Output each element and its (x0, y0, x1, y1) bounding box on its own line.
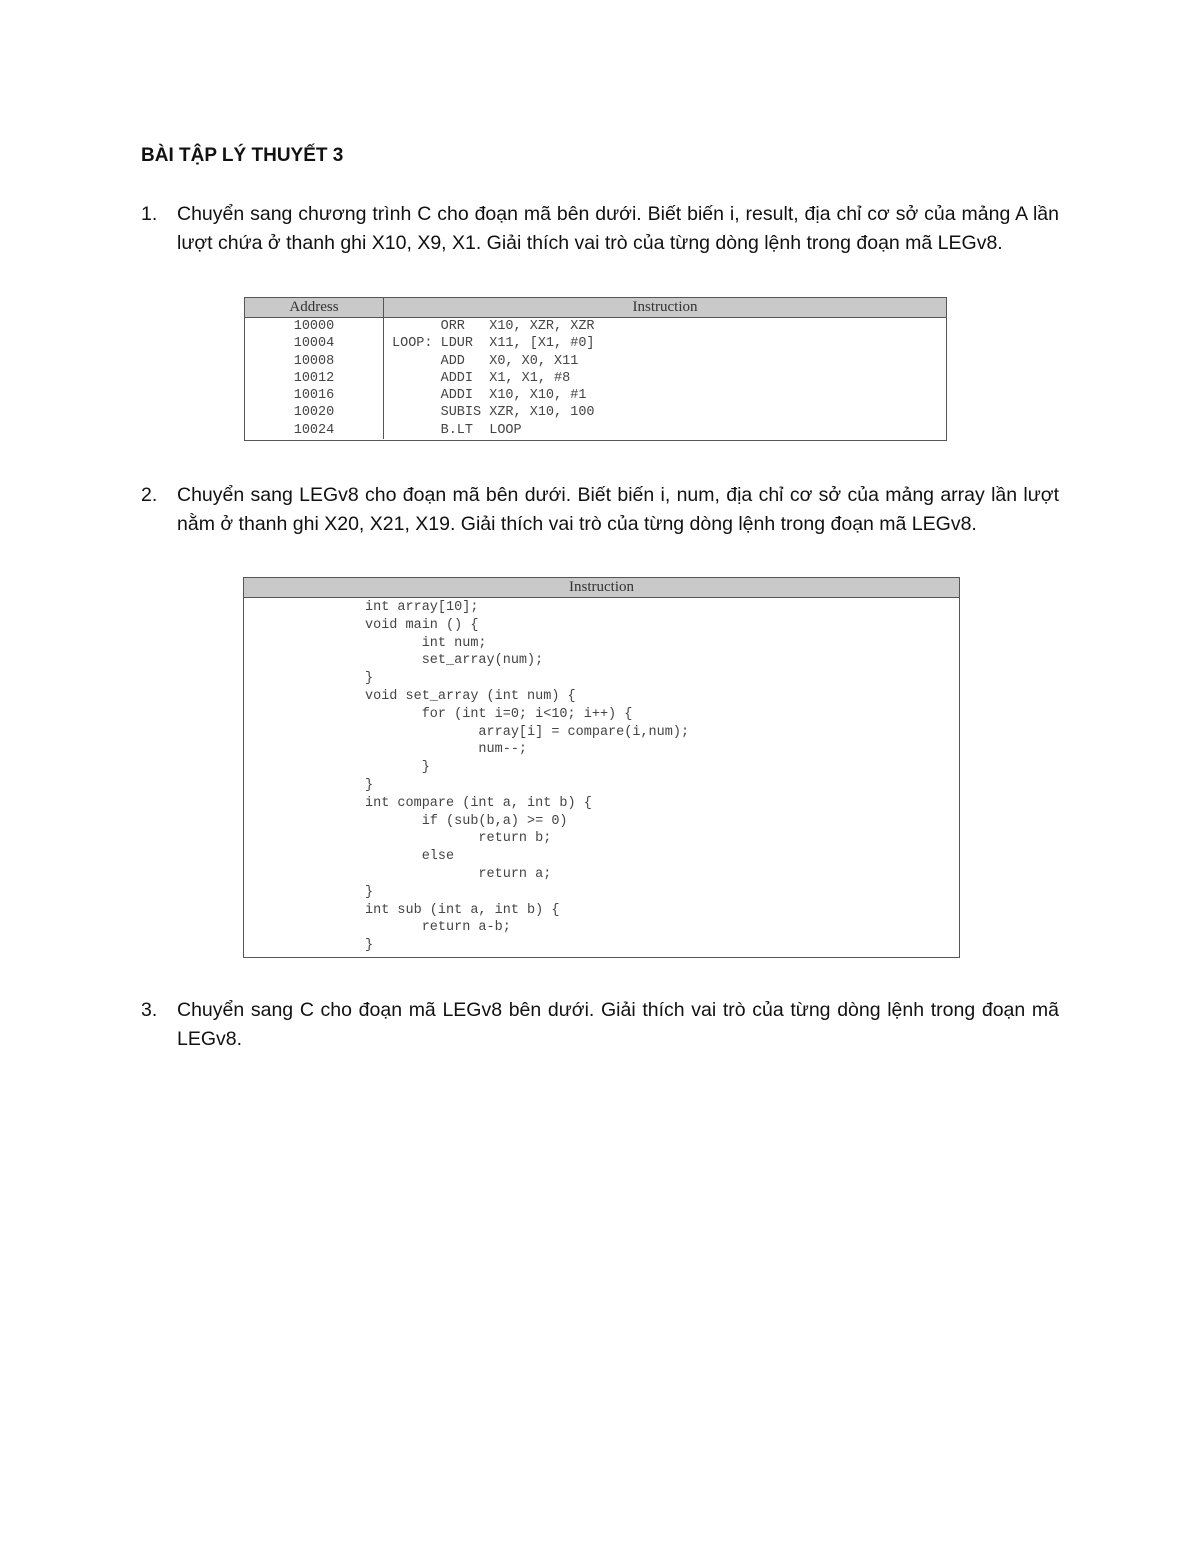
table-body (245, 318, 946, 439)
code-line: set_array(num); (365, 653, 544, 669)
instruction-cell: LOOP: LDUR X11, [X1, #0] (392, 336, 595, 352)
code-line: int array[10]; (365, 600, 479, 615)
address-cell: 10020 (293, 405, 335, 421)
code-line: int compare (int a, int b) { (365, 795, 592, 811)
instruction-column-header: Instruction (632, 299, 698, 315)
address-column-header: Address (245, 298, 384, 317)
address-cell: 10016 (293, 388, 335, 404)
table-header (244, 578, 959, 598)
c-code-table (243, 577, 960, 958)
code-line: array[i] = compare(i,num); (365, 724, 690, 740)
address-cell: 10004 (293, 336, 335, 352)
code-line: void set_array (int num) { (365, 688, 576, 704)
instruction-cell: ADDI X1, X1, #8 (392, 370, 571, 386)
code-line: return b; (365, 831, 552, 847)
address-cell: 10012 (293, 370, 335, 386)
code-line: return a; (365, 866, 552, 882)
code-line: int sub (int a, int b) { (365, 902, 560, 918)
question-number: 3. (141, 999, 158, 1021)
address-instruction-table (244, 297, 947, 441)
instruction-cell: SUBIS XZR, X10, 100 (392, 405, 595, 421)
question-text: Chuyển sang LEGv8 cho đoạn mã bên dưới. Biết biến i, num, địa chỉ cơ sở của mảng array lần lượt nằm ở thanh ghi X20, X21, X19. Giải thích vai trò của từng dòng lệnh trong đoạn mã LEGv8. (177, 484, 1059, 535)
question-text: Chuyển sang C cho đoạn mã LEGv8 bên dưới. Giải thích vai trò của từng dòng lệnh trong đoạn mã LEGv8. (177, 999, 1059, 1050)
question-2 (141, 481, 1059, 539)
code-line: else (365, 849, 455, 865)
address-cell: 10008 (293, 353, 335, 369)
question-number: 1. (141, 203, 158, 225)
code-line: int num; (365, 635, 487, 651)
question-3 (141, 996, 1059, 1054)
instruction-cell: ADDI X10, X10, #1 (392, 388, 587, 404)
instruction-cell: ADD X0, X0, X11 (392, 353, 579, 369)
code-line: } (365, 777, 374, 793)
code-line: } (365, 760, 430, 776)
address-cell: 10024 (293, 422, 335, 438)
code-block (244, 598, 959, 955)
question-1 (141, 200, 1059, 258)
code-line: void main () { (365, 617, 479, 633)
code-line: } (365, 671, 374, 687)
code-line: if (sub(b,a) >= 0) (365, 813, 568, 829)
question-text: Chuyển sang chương trình C cho đoạn mã bên dưới. Biết biến i, result, địa chỉ cơ sở của mảng A lần lượt chứa ở thanh ghi X10, X9, X1. Giải thích vai trò của từng dòng lệnh trong đoạn mã LEGv8. (177, 203, 1059, 254)
address-cell: 10000 (293, 319, 335, 334)
page-title: BÀI TẬP LÝ THUYẾT 3 (141, 145, 344, 166)
code-line: for (int i=0; i<10; i++) { (365, 706, 633, 722)
table-header (245, 298, 946, 318)
code-line: return a-b; (365, 920, 511, 936)
code-line: } (365, 884, 374, 900)
instruction-cell: B.LT LOOP (392, 422, 522, 438)
instruction-cell: ORR X10, XZR, XZR (392, 319, 595, 334)
code-line: } (365, 938, 374, 954)
code-line: num--; (365, 742, 528, 758)
address-column (245, 318, 384, 439)
instruction-column-header: Instruction (569, 579, 634, 595)
question-number: 2. (141, 484, 158, 506)
instruction-column (384, 318, 595, 439)
